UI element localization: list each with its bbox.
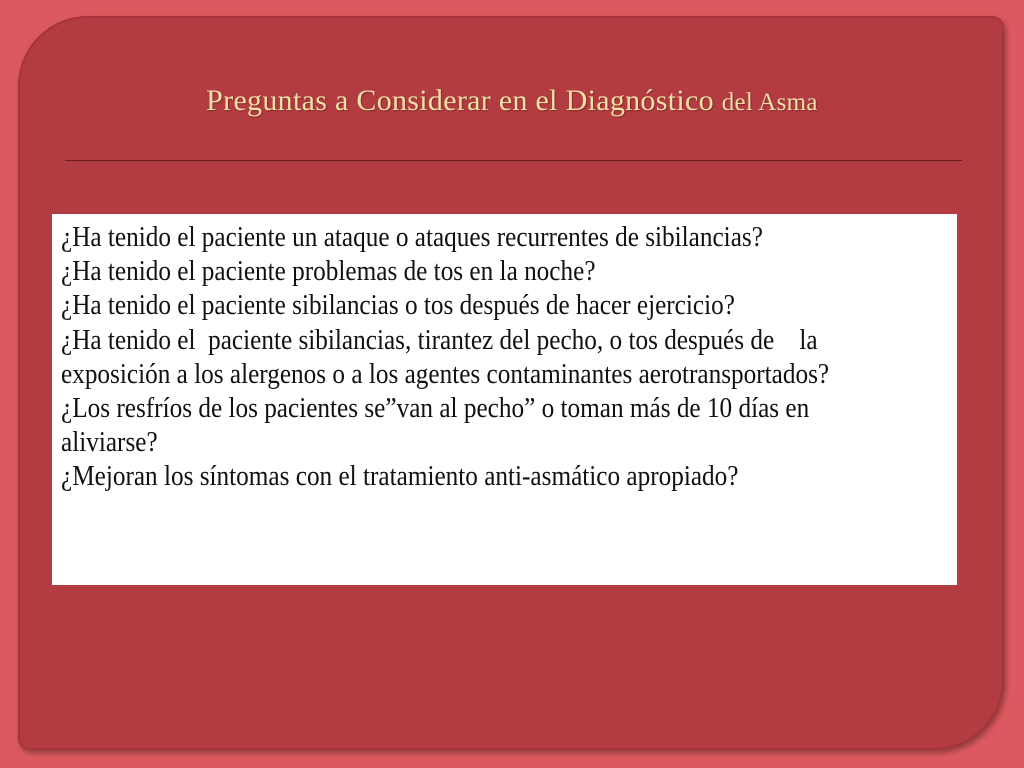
question-line: ¿Mejoran los síntomas con el tratamiento anti-asmático apropiado? bbox=[61, 460, 739, 493]
title-divider bbox=[65, 160, 962, 161]
question-line: ¿Los resfríos de los pacientes se”van al pecho” o toman más de 10 días en bbox=[61, 392, 810, 425]
title-main: Preguntas a Considerar en el Diagnóstico bbox=[206, 84, 714, 117]
title-tail: del Asma bbox=[721, 89, 818, 116]
question-line: ¿Ha tenido el paciente problemas de tos en la noche? bbox=[61, 255, 596, 288]
question-line: ¿Ha tenido el paciente un ataque o ataques recurrentes de sibilancias? bbox=[61, 221, 763, 253]
question-line: exposición a los alergenos o a los agentes contaminantes aerotransportados? bbox=[61, 357, 830, 390]
questions-box bbox=[52, 214, 957, 585]
question-line: aliviarse? bbox=[61, 426, 158, 459]
question-line: ¿Ha tenido el paciente sibilancias o tos después de hacer ejercicio? bbox=[61, 289, 735, 322]
slide-title bbox=[0, 84, 1024, 118]
question-line: ¿Ha tenido el paciente sibilancias, tirantez del pecho, o tos después de la bbox=[61, 323, 818, 356]
